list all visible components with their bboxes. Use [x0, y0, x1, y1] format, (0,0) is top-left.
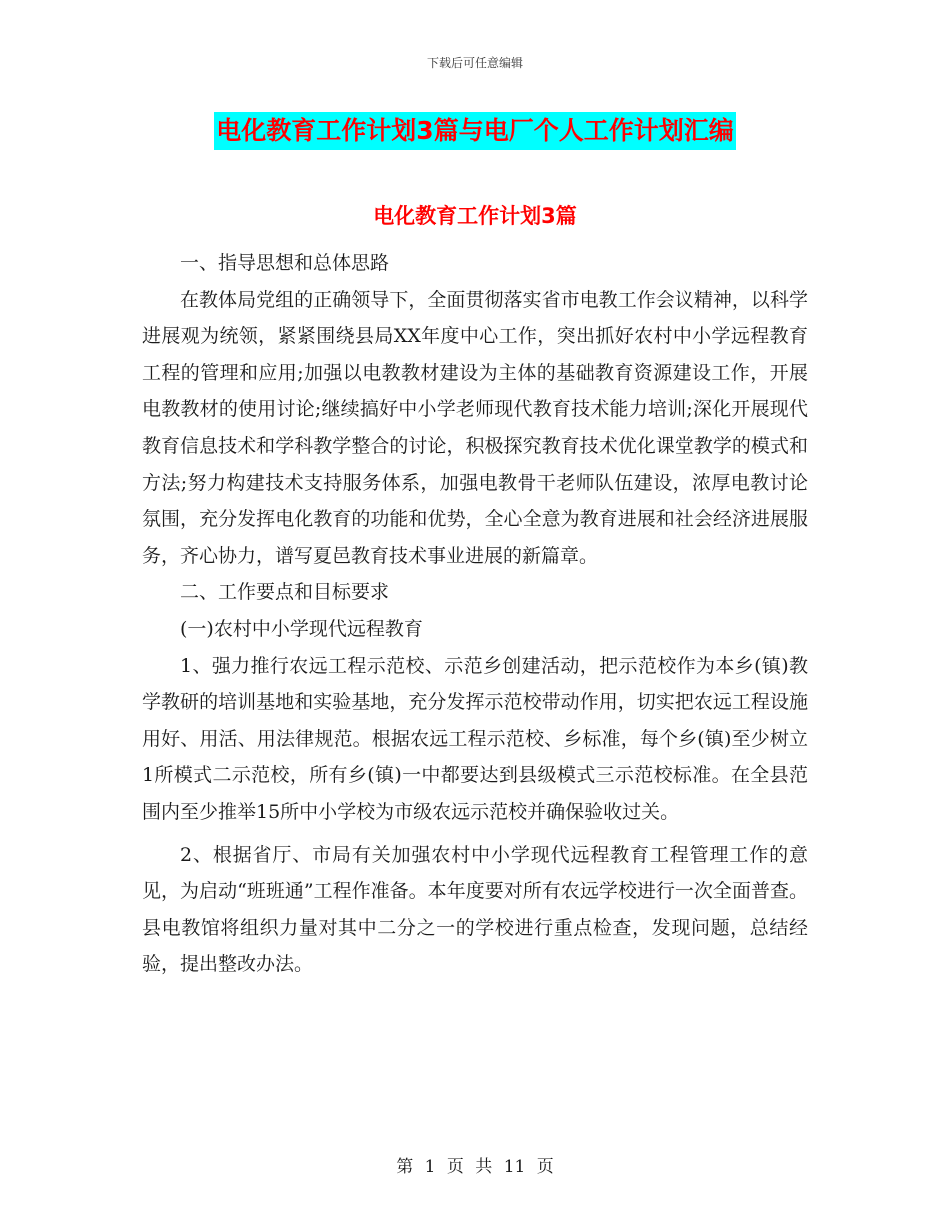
heading-guiding-thought: 一、指导思想和总体思路 — [180, 252, 390, 274]
main-title: 电化教育工作计划3篇与电厂个人工作计划汇编 — [214, 112, 735, 150]
section-title: 电化教育工作计划3篇 — [373, 204, 577, 228]
header-note: 下载后可任意编辑 — [426, 56, 523, 70]
page-number: 第 1 页 共 11 页 — [396, 1157, 554, 1177]
heading-work-points: 二、工作要点和目标要求 — [180, 581, 390, 604]
paragraph-item-1: 1、强力推行农远工程示范校、示范乡创建活动，把示范校作为本乡(镇)教学教研的培训基地和实验基地，充分发挥示范校带动作用，切实把农远工程设施用好、用活、用法律规范。根据农远工程示范校、乡标准，每个乡(镇)至少树立1所模式二示范校，所有乡(镇)一中都要达到县级模式三示范校标准。在全县范围内至少推举15所中小学校为市级农远示范校并确保验收过关。 — [142, 654, 808, 823]
document-body — [142, 245, 808, 983]
paragraph-guiding-thought: 在教体局党组的正确领导下，全面贯彻落实省市电教工作会议精神，以科学进展观为统领，紧紧围绕县局XX年度中心工作，突出抓好农村中小学远程教育工程的管理和应用;加强以电教教材建设为主体的基础教育资源建设工作，开展电教教材的使用讨论;继续搞好中小学老师现代教育技术能力培训;深化开展现代教育信息技术和学科教学整合的讨论，积极探究教育技术优化课堂教学的模式和方法;努力构建技术支持服务体系，加强电教骨干老师队伍建设，浓厚电教讨论氛围，充分发挥电化教育的功能和优势，全心全意为教育进展和社会经济进展服务，齐心协力，谱写夏邑教育技术事业进展的新篇章。 — [142, 288, 808, 567]
subheading-remote-education: (一)农村中小学现代远程教育 — [180, 617, 423, 640]
main-title-container — [0, 112, 950, 150]
paragraph-item-2: 2、根据省厅、市局有关加强农村中小学现代远程教育工程管理工作的意见，为启动“班班通”工程作准备。本年度要对所有农远学校进行一次全面普查。县电教馆将组织力量对其中二分之一的学校进行重点检查，发现问题，总结经验，提出整改办法。 — [142, 843, 808, 976]
